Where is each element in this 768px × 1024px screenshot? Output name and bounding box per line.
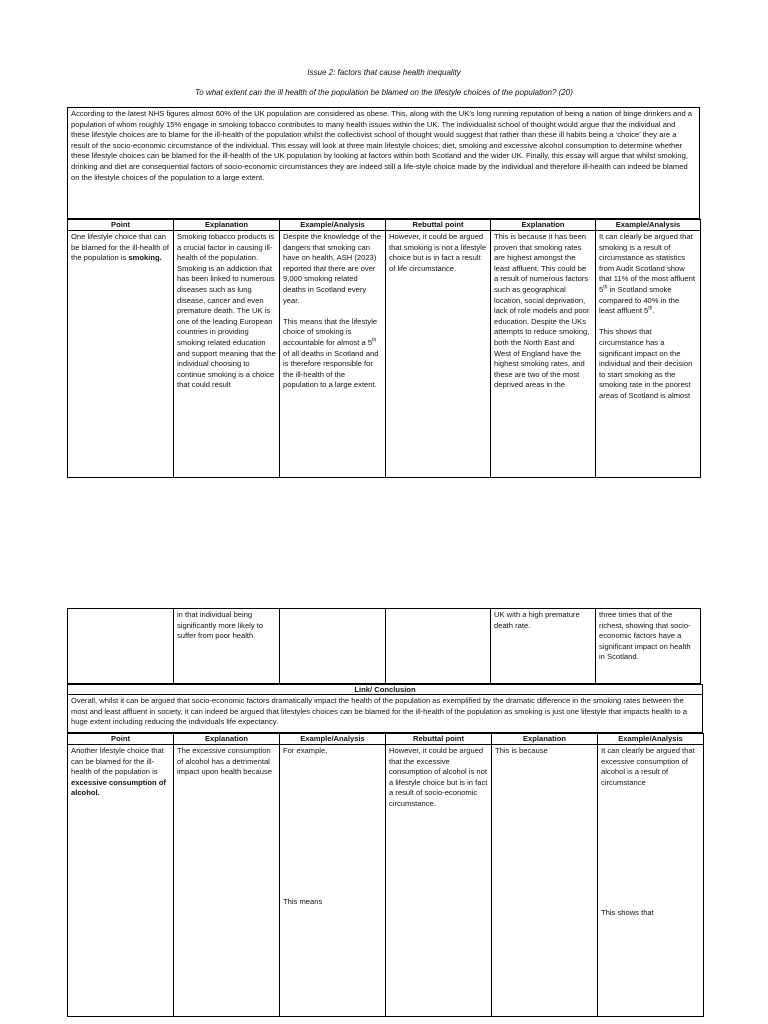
header-point: Point <box>68 220 174 231</box>
table-row <box>68 231 701 478</box>
alcohol-rebuttal-cell: However, it could be argued that the excessive consumption of alcohol is not a lifestyle choice but is in fact a result of socio-economic circumstance. <box>386 745 492 1017</box>
smoking-point-cell <box>68 231 174 478</box>
continuation-rebuttal-cell <box>386 609 491 684</box>
table-row <box>68 609 701 684</box>
alcohol-point-text: Another lifestyle choice that can be blamed for the ill-health of the population is <box>71 746 164 777</box>
smoking-rebuttal-cell: However, it could be argued that smoking is not a lifestyle choice but is in fact a result of life circumstance. <box>386 231 491 478</box>
alcohol-rebuttal-example-cell <box>598 745 704 1017</box>
table-header-row <box>68 734 704 745</box>
continuation-example-cell <box>280 609 386 684</box>
alcohol-example-cell <box>280 745 386 1017</box>
alcohol-table <box>67 733 704 1017</box>
continuation-rebuttal-example-cell: three times that of the richest, showing that socio-economic factors have a significant impact on health in Scotland. <box>596 609 701 684</box>
header-rebuttal-explanation: Explanation <box>491 220 596 231</box>
header-example-analysis: Example/Analysis <box>280 220 386 231</box>
smoking-table <box>67 219 701 478</box>
alcohol-point-cell <box>68 745 174 1017</box>
header-explanation: Explanation <box>174 734 280 745</box>
alcohol-example-bottom: This means <box>283 897 323 906</box>
alcohol-point-bold: excessive consumption of alcohol. <box>71 777 166 798</box>
continuation-rebuttal-explanation-cell: UK with a high premature death rate. <box>491 609 596 684</box>
header-rebuttal-point: Rebuttal point <box>386 220 491 231</box>
link-conclusion-heading: Link/ Conclusion <box>67 684 703 695</box>
alcohol-rebuttal-explanation-cell: This is because <box>492 745 598 1017</box>
introduction-paragraph: According to the latest NHS figures almost 60% of the UK population are considered as obese. This, along with the UK's long running reputation of being a nation of binge drinkers and a population of whom roughly 15% engage in smoking tobacco contributes to many health issues within the UK. The individualist school of thought would argue that the individual and these lifestyle choices are to blame for the ill-health of the population whilst the collectivist school of thought would suggest that rather than these ill habits being a ‘choice’ they are a result of the socio-economic circumstance of the individual. This essay will look at three main lifestyle choices; diet, smoking and excessive alcohol consumption to determine whether these lifestyle choices can be blamed for the ill-health of the UK population by looking at factors within both Scotland and the wider UK. Finally, this essay will argue that whilst smoking, drinking and diet are consequential factors of socio-economic circumstances they are indeed still a life-style choice made by the individual and therefore ill-health can indeed be blamed on the lifestyle choices of the population to a large extent. <box>67 107 700 219</box>
conclusion-paragraph: Overall, whilst it can be argued that socio-economic factors dramatically impact the health of the population as exemplified by the dramatic difference in the smoking rates between the most and least affluent in society, it can indeed be argued that lifestyles choices can be blamed for the ill-health of the population as smoking is just one lifestyle that impacts health to a huge extent including reducing the individuals life expectancy. <box>67 695 703 733</box>
header-rebuttal-point: Rebuttal point <box>386 734 492 745</box>
continuation-point-cell <box>68 609 174 684</box>
alcohol-rebuttal-example-bottom: This shows that <box>601 908 654 917</box>
header-rebuttal-example: Example/Analysis <box>598 734 704 745</box>
table-row <box>68 745 704 1017</box>
essay-question: To what extent can the ill health of the population be blamed on the lifestyle choices of the population? (20) <box>195 88 573 97</box>
alcohol-example-top: For example, <box>283 746 328 755</box>
header-rebuttal-explanation: Explanation <box>492 734 598 745</box>
smoking-point-bold: smoking. <box>128 253 162 263</box>
smoking-explanation-cell: Smoking tobacco products is a crucial factor in causing ill-health of the population. Smoking is an addiction that has been linked to numerous diseases such as lung disease, cancer and even premature death. The UK is one of the leading European countries in providing smoking related education and support meaning that the individual choosing to continue smoking is a choice that could result <box>174 231 280 478</box>
smoking-rebuttal-explanation-cell: This is because it has been proven that smoking rates are highest amongst the least affluent. This could be a result of numerous factors such as geographical location, social deprivation, lack of role models and poor education. Despite the UKs attempts to reduce smoking, both the North East and West of England have the highest smoking rates, and these are two of the most deprived areas in the <box>491 231 596 478</box>
smoking-example-cell: Despite the knowledge of the dangers that smoking can have on health, ASH (2023) reported that there are over 9,000 smoking related deaths in Scotland every year. This means that the lifestyle choice of smoking is accountable for almost a 5th of all deaths in Scotland and is therefore responsible for the ill-health of the population to a large extent. <box>280 231 386 478</box>
alcohol-rebuttal-example-top: It can clearly be argued that excessive consumption of alcohol is a result of circumstance <box>601 746 695 787</box>
header-example-analysis: Example/Analysis <box>280 734 386 745</box>
table-header-row <box>68 220 701 231</box>
issue-title: Issue 2: factors that cause health inequality <box>307 68 461 77</box>
header-point: Point <box>68 734 174 745</box>
continuation-explanation-cell: in that individual being significantly more likely to suffer from poor health. <box>174 609 280 684</box>
header-rebuttal-example: Example/Analysis <box>596 220 701 231</box>
header-explanation: Explanation <box>174 220 280 231</box>
alcohol-explanation-cell: The excessive consumption of alcohol has a detrimental impact upon health because <box>174 745 280 1017</box>
continuation-table <box>67 608 701 684</box>
smoking-point-text: One lifestyle choice that can be blamed for the ill-health of the population is <box>71 232 169 263</box>
smoking-rebuttal-example-cell: It can clearly be argued that smoking is a result of circumstance as statistics from Audit Scotland show that 11% of the most affluent 5th in Scotland smoke compared to 40% in the least affluent 5th. This shows that circumstance has a significant impact on the individual and their decision to start smoking as the smoking rate in the poorest areas of Scotland is almost <box>596 231 701 478</box>
